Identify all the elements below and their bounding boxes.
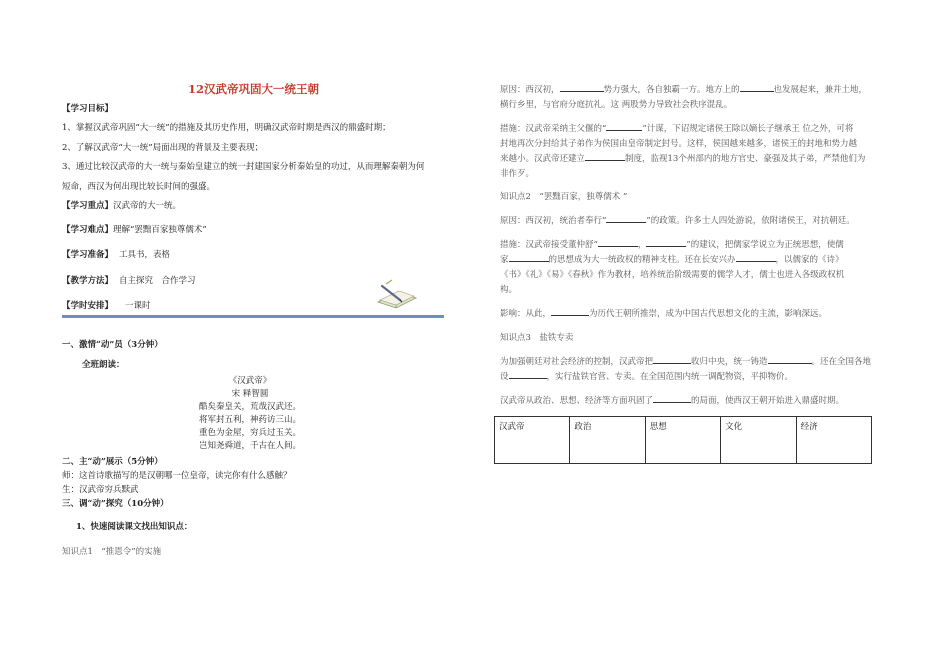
goal-3-line2: 短命，西汉为何出现比较长时间的强盛。: [62, 182, 216, 192]
text: 的思想成为大一统政权的精神支柱。还在长安兴办: [548, 255, 736, 265]
text: 原因：西汉初，: [500, 85, 560, 95]
text: 措施：汉武帝采纳主父偃的“: [500, 124, 607, 134]
poem-line: 岂知尧舜道，千古在人间。: [198, 441, 301, 451]
summary-line: [500, 394, 844, 406]
blank: [560, 83, 604, 92]
text: 为历代王朝所推崇，成为中国古代思想文化的主流，影响深远。: [589, 309, 828, 319]
difficulty-text: 理解“罢黜百家独尊儒术”: [113, 225, 207, 235]
blank: [653, 394, 691, 403]
text: 原因：西汉初，统治者奉行“: [500, 216, 607, 226]
text: 来越小。汉武帝还建立: [500, 154, 586, 164]
book-pen-icon: [372, 278, 422, 314]
section-2-heading: 二、主“动”展示（5分钟）: [62, 457, 163, 467]
method-row: [62, 274, 196, 286]
poem-line: 将军封五利，神药访三山。: [198, 415, 301, 425]
text: ”的建议，把儒家学说立为正统思想，使儒: [686, 240, 844, 250]
key-point-label: 【学习重点】: [62, 201, 114, 211]
schedule-text: 一课时: [125, 301, 151, 311]
knowledge-point-1: 知识点1 “推恩令”的实施: [62, 547, 162, 557]
text: 为加强朝廷对社会经济的控制，汉武帝把: [500, 357, 654, 367]
difficulty-label: 【学习难点】: [62, 225, 114, 235]
text: 的局面，使西汉王朝开始进入鼎盛时期。: [691, 396, 845, 406]
text: 影响：从此，: [500, 309, 552, 319]
subsection-1-heading: 1、快速阅读课文找出知识点：: [76, 522, 193, 532]
read-all-label: 全班朗读：: [82, 360, 125, 370]
method-text: 自主探究 合作学习: [119, 276, 196, 286]
goal-3-line1: 3、通过比较汉武帝的大一统与秦始皇建立的统一封建国家分析秦始皇的功过，从而理解秦朝为何: [62, 162, 425, 172]
text: 。还在全国各地: [811, 357, 872, 367]
text: 势力强大，各自独霸一方。地方上的: [603, 85, 740, 95]
text: ，: [637, 240, 647, 250]
blank: [740, 83, 774, 92]
text: 也发展起来，兼并土地，: [773, 85, 868, 95]
preparation-label: 【学习准备】: [62, 250, 114, 260]
text: ，实行盐铁官营、专卖。在全国范围内统一调配物资，平抑物价。: [546, 372, 794, 382]
section-1-heading: 一、激情“动”员（3分钟）: [62, 340, 163, 350]
text: 家: [500, 255, 509, 265]
blank: [736, 253, 776, 262]
table-header-cell: 经济: [796, 417, 871, 464]
kp1-reason-line1: [500, 83, 867, 95]
text: 设: [500, 372, 509, 382]
blank: [646, 238, 686, 247]
teacher-question: 师：这首诗歌描写的是汉朝哪一位皇帝，读完你有什么感触？: [62, 471, 292, 481]
kp2-measure-line1: [500, 238, 844, 250]
table-header-cell: 政治: [570, 417, 645, 464]
table-row: [495, 417, 872, 464]
schedule-label: 【学时安排】: [62, 301, 114, 311]
kp3-line1: [500, 355, 871, 367]
table-header-cell: 汉武帝: [495, 417, 570, 464]
poem-line: 重色为金屋，穷兵过玉关。: [198, 428, 301, 438]
schedule-row: [62, 299, 151, 311]
text: 措施：汉武帝接受董仲舒“: [500, 240, 598, 250]
table-header-cell: 文化: [721, 417, 796, 464]
blank: [606, 122, 642, 131]
knowledge-point-2: 知识点2 “罢黜百家，独尊儒术 ”: [500, 192, 628, 202]
difficulty-row: [62, 223, 207, 235]
preparation-row: [62, 248, 170, 260]
blank: [598, 238, 638, 247]
knowledge-point-3: 知识点3 盐铁专卖: [500, 333, 574, 343]
blank: [768, 355, 812, 364]
poem-title: 《汉武帝》: [228, 376, 272, 386]
method-label: 【教学方法】: [62, 276, 114, 286]
kp2-measure-line4: 构。: [500, 285, 518, 295]
text: 制度，监视13个州部内的地方官史、豪强及其子弟，严禁他们为: [625, 154, 866, 164]
page-title: 12汉武帝巩固大一统王朝: [188, 82, 320, 96]
kp3-line2: [500, 370, 793, 382]
table-header-cell: 思想: [645, 417, 720, 464]
goal-1: 1、掌握汉武帝巩固“大一统”的措施及其历史作用，明确汉武帝时期是西汉的鼎盛时期；: [62, 123, 391, 133]
text: ”计谋，下诏规定诸侯王除以嫡长子继承王 位之外，可将: [642, 124, 854, 134]
kp2-reason: [500, 214, 855, 226]
goals-header: 【学习目标】: [62, 104, 114, 114]
kp1-measure-line2: 封地再次分封给其子弟作为侯国由皇帝制定封号。这样，侯国越来越多，诸侯王的封地和势力越: [500, 139, 858, 149]
blank: [606, 214, 646, 223]
kp2-impact: [500, 307, 827, 319]
blank: [509, 370, 547, 379]
poem-author: 宋 释智圆: [231, 389, 269, 399]
kp1-measure-line4: 非作歹。: [500, 169, 535, 179]
key-point-text: 汉武帝的大一统。: [113, 201, 182, 211]
blank: [551, 307, 589, 316]
kp1-measure-line3: [500, 152, 865, 164]
kp1-measure-line1: [500, 122, 853, 134]
kp1-reason-line2: 横行乡里，与官府分庭抗礼。这 两股势力导致社会秩序混乱。: [500, 100, 733, 110]
poem: [170, 375, 330, 453]
student-answer: 生：汉武帝穷兵黩武: [62, 485, 139, 495]
text: 汉武帝从政治、思想、经济等方面巩固了: [500, 396, 654, 406]
kp2-measure-line3: 《书》《礼》《易》《春秋》作为教材，培养统治阶级需要的儒学人才，儒士也进入各级政权机: [500, 270, 845, 280]
blank: [509, 253, 549, 262]
text: 收归中央，统一铸造: [691, 357, 768, 367]
text: ”的政策。许多士人四处游说，依附诸侯王，对抗朝廷。: [646, 216, 855, 226]
blank: [653, 355, 691, 364]
summary-table: [494, 416, 872, 464]
poem-line: 酷矣秦皇关，荒哉汉武还。: [198, 402, 301, 412]
preparation-text: 工具书，表格: [119, 250, 171, 260]
key-point-row: [62, 199, 181, 211]
section-3-heading: 三、调“动”探究（10分钟）: [62, 499, 169, 509]
goal-2: 2、了解汉武帝“大一统”局面出现的背景及主要表现；: [62, 143, 264, 153]
text: ，以儒家的《诗》: [775, 255, 844, 265]
kp2-measure-line2: [500, 253, 844, 265]
section-separator: [62, 315, 444, 318]
blank: [585, 152, 625, 161]
